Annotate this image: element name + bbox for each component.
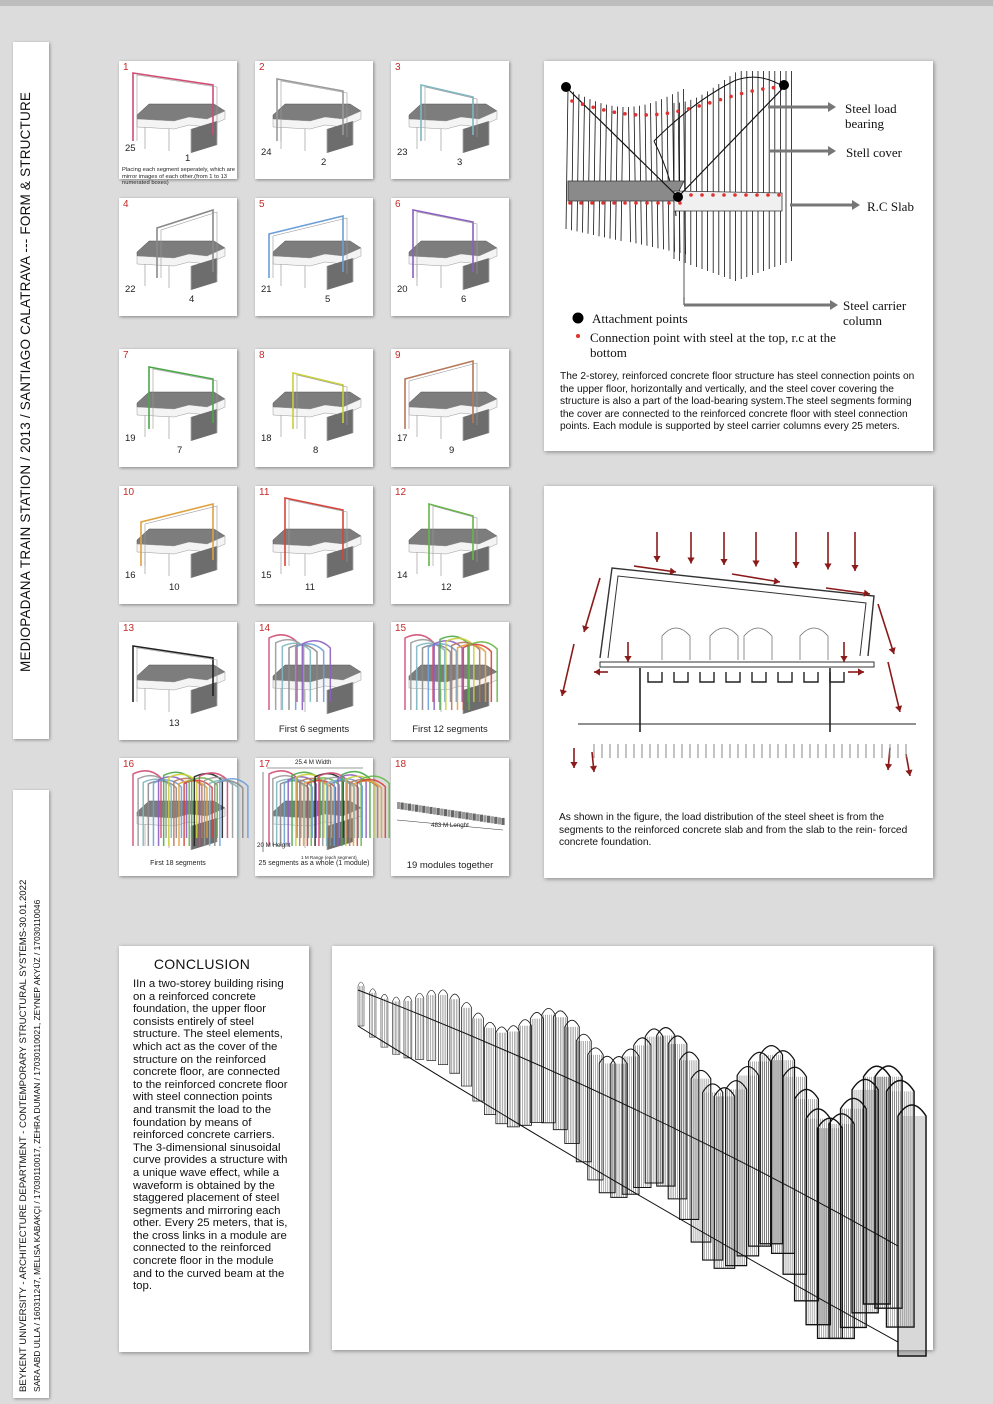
segment-tile-1 xyxy=(119,61,237,187)
tile-number: 6 xyxy=(395,199,401,210)
segment-mirror-number: 18 xyxy=(261,433,272,444)
tile-number: 4 xyxy=(123,199,129,210)
top-bar xyxy=(0,0,993,6)
tile-number: 17 xyxy=(259,759,271,770)
segment-number: 4 xyxy=(189,294,195,305)
legend-connection-points: Connection point with steel at the top, r.c at the bottom xyxy=(590,330,836,360)
segment-drawing xyxy=(391,758,509,876)
segment-tile-10 xyxy=(119,486,237,604)
label-steel-carrier-column: Steel carrier column xyxy=(843,298,907,328)
segment-mirror-number: 14 xyxy=(397,570,408,581)
tile-caption: First 12 segments xyxy=(412,724,488,735)
segment-number: 8 xyxy=(313,445,319,456)
load-distribution-panel xyxy=(544,486,933,878)
segment-tile-6 xyxy=(391,198,509,316)
label-rc-slab: R.C Slab xyxy=(867,199,914,214)
tile-caption: 25 segments as a whole (1 module) xyxy=(258,860,370,867)
segment-tile-2 xyxy=(255,61,373,179)
segment-number: 12 xyxy=(441,582,452,593)
segment-number: 11 xyxy=(305,582,315,593)
page-title: MEDIOPADANA TRAIN STATION / 2013 / SANTIAGO CALATRAVA --- FORM & STRUCTURE xyxy=(18,91,33,672)
load-distribution-diagram xyxy=(544,486,933,786)
structure-panel xyxy=(544,61,933,451)
segment-tile-14 xyxy=(255,622,373,740)
segment-mirror-number: 24 xyxy=(261,147,272,158)
segment-number: 9 xyxy=(449,445,455,456)
segment-tile-4 xyxy=(119,198,237,316)
segment-drawing xyxy=(119,198,237,316)
segment-number: 5 xyxy=(325,294,331,305)
segment-drawing xyxy=(119,61,237,179)
tile-number: 18 xyxy=(395,759,407,770)
tile-number: 9 xyxy=(395,350,401,361)
segment-tile-18 xyxy=(391,758,509,876)
segment-mirror-number: 21 xyxy=(261,284,272,295)
segment-drawing xyxy=(255,61,373,179)
segment-drawing xyxy=(119,758,237,876)
segment-mirror-number: 17 xyxy=(397,433,408,444)
segment-tile-8 xyxy=(255,349,373,467)
tile-number: 10 xyxy=(123,487,135,498)
range-label: 1 M Range (each segment) xyxy=(301,855,357,860)
conclusion-title: CONCLUSION xyxy=(153,956,251,972)
segment-drawing xyxy=(391,61,509,179)
structure-description: The 2-storey, reinforced concrete floor structure has steel connection points on the upper floor, horizontally and vertically, and the steel cover covering the structure is also a part of the load-bearing system.The steel segments forming the cover are connected to the reinforced concrete floor with steel connection points. Each module is supported by steel carrier columns every 25 meters. xyxy=(560,371,915,432)
load-description: As shown in the figure, the load distribution of the steel sheet is from the segments to the reinforced concrete slab and from the slab to the rein- forced concrete foundation. xyxy=(559,812,908,848)
height-label: 20 M Height xyxy=(257,842,291,849)
segment-mirror-number: 15 xyxy=(261,570,272,581)
length-label: 483 M Lenght xyxy=(431,822,469,829)
station-perspective-drawing xyxy=(332,946,933,1350)
conclusion-panel xyxy=(119,946,309,1352)
segment-drawing xyxy=(255,198,373,316)
credit-line-authors: SARA ABD ULLA / 160311247, MELISA KABAKÇI / 17030110017, ZEHRA DUMAN / 17030110021, ZEYNEP AKYÜZ / 17030110046 xyxy=(32,899,42,1392)
width-label: 25.4 M Width xyxy=(295,759,332,766)
label-steel-load-bearing: Steel load bearing xyxy=(845,101,897,131)
legend-attachment-points: Attachment points xyxy=(592,311,688,326)
segment-tile-16 xyxy=(119,758,237,876)
credit-line-university: BEYKENT UNIVERSITY - ARCHITECTURE DEPARTMENT - CONTEMPORARY STRUCTURAL SYSTEMS-30.01.2022 xyxy=(18,879,29,1392)
tile-number: 3 xyxy=(395,62,401,73)
segment-number: 10 xyxy=(169,582,180,593)
segment-tile-13 xyxy=(119,622,237,740)
segment-mirror-number: 16 xyxy=(125,570,136,581)
segment-drawing xyxy=(391,622,509,740)
label-steel-cover: Stell cover xyxy=(846,145,902,160)
segment-tile-12 xyxy=(391,486,509,604)
tile-number: 7 xyxy=(123,350,129,361)
tile-number: 5 xyxy=(259,199,265,210)
segment-number: 7 xyxy=(177,445,183,456)
segment-tile-9 xyxy=(391,349,509,467)
tile-number: 11 xyxy=(259,487,270,498)
tile-caption: 19 modules together xyxy=(406,860,494,871)
segment-mirror-number: 20 xyxy=(397,284,408,295)
tile-number: 2 xyxy=(259,62,265,73)
segment-tile-5 xyxy=(255,198,373,316)
tile-number: 15 xyxy=(395,623,407,634)
tile-number: 14 xyxy=(259,623,271,634)
segment-tile-17 xyxy=(255,758,373,876)
tile-note: Placing each segment seperately, which are mirror images of each other.(from 1 to 13 numerated boxes) xyxy=(122,167,235,187)
segment-tile-3 xyxy=(391,61,509,179)
tile-caption: First 18 segments xyxy=(150,860,206,867)
segment-number: 3 xyxy=(457,157,463,168)
segment-number: 13 xyxy=(169,718,180,729)
conclusion-text: IIn a two-storey building rising on a reinforced concrete foundation, the upper floor consists entirely of steel structure. The steel elements, which act as the cover of the structure on the reinforced concrete floor, are connected to the reinforced concrete floor with steel connection points and transmit the load to the foundation by means of reinforced concrete carriers. The 3-dimensional sinusoidal curve provides a structure with a unique wave effect, while a waveform is obtained by the staggered placement of steel segments and mirroring each other. Every 25 meters, that is, the cross links in a module are connected to the reinforced concrete floor in the module and to the curved beam at the top. xyxy=(133,978,288,1293)
segment-number: 2 xyxy=(321,157,327,168)
segment-number: 1 xyxy=(185,153,191,164)
segment-drawing xyxy=(255,622,373,740)
segment-mirror-number: 25 xyxy=(125,143,136,154)
segment-mirror-number: 22 xyxy=(125,284,136,295)
tile-number: 13 xyxy=(123,623,135,634)
tile-number: 8 xyxy=(259,350,265,361)
segment-mirror-number: 23 xyxy=(397,147,408,158)
segment-tile-7 xyxy=(119,349,237,467)
segment-tile-11 xyxy=(255,486,373,604)
tile-number: 12 xyxy=(395,487,407,498)
segment-number: 6 xyxy=(461,294,467,305)
segment-tile-15 xyxy=(391,622,509,740)
tile-number: 16 xyxy=(123,759,135,770)
segment-drawing xyxy=(391,198,509,316)
segment-mirror-number: 19 xyxy=(125,433,136,444)
perspective-panel xyxy=(332,946,933,1350)
tile-number: 1 xyxy=(123,62,129,73)
tile-caption: First 6 segments xyxy=(278,724,350,735)
